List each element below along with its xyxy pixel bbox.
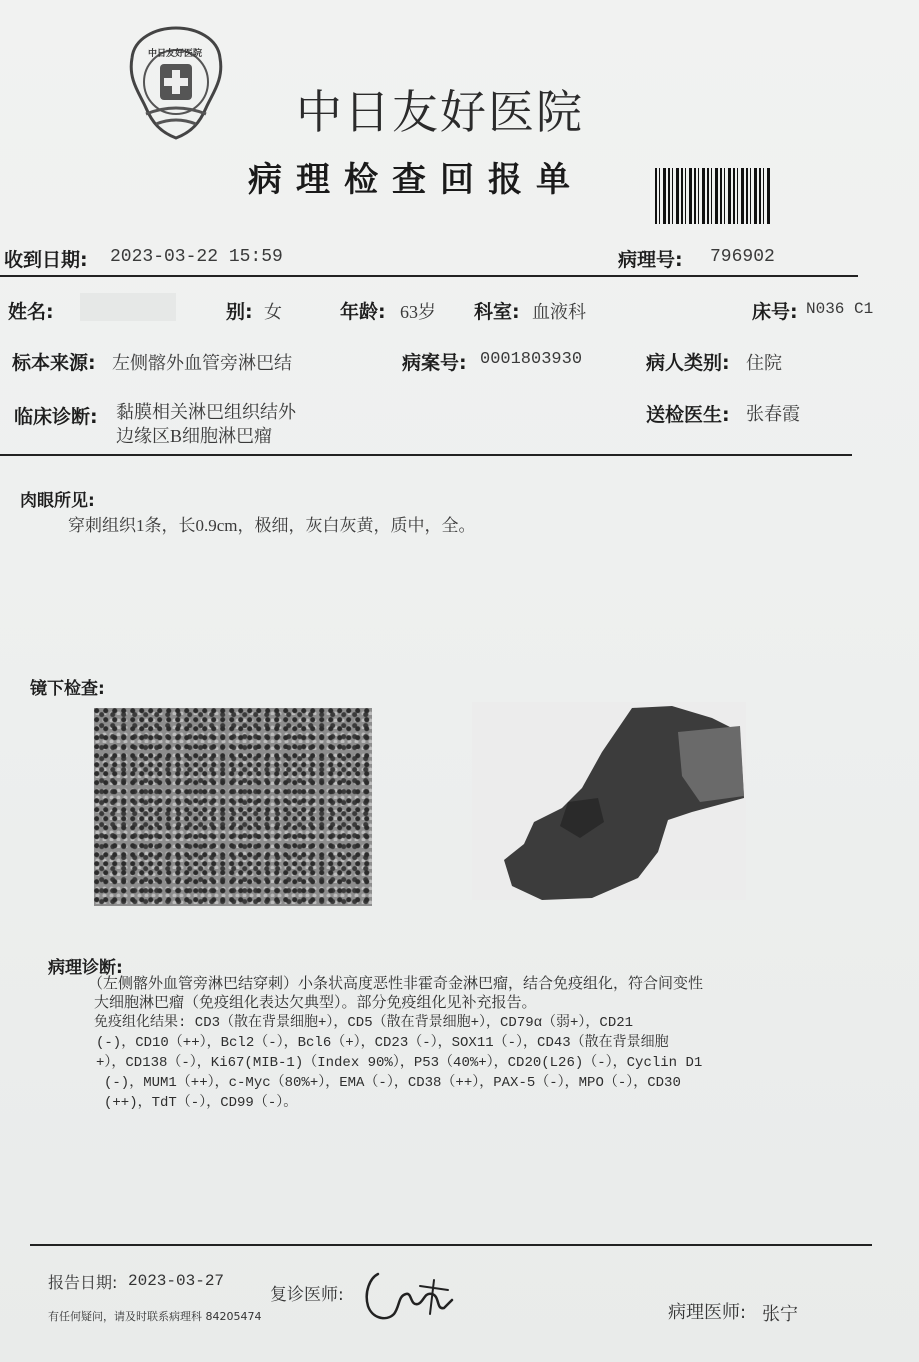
specimen-value: 左侧髂外血管旁淋巴结 bbox=[112, 353, 292, 373]
record-number-value: 0001803930 bbox=[480, 350, 583, 369]
pathology-number-label: 病理号: bbox=[618, 249, 683, 271]
pathologist-value: 张宁 bbox=[762, 1304, 798, 1325]
received-date-value: 2023-03-22 15:59 bbox=[110, 247, 283, 267]
divider-info bbox=[0, 454, 852, 456]
reviewer-label: 复诊医师: bbox=[270, 1285, 344, 1305]
sex-label: 别: bbox=[226, 301, 253, 323]
report-date-value: 2023-03-27 bbox=[128, 1272, 225, 1290]
specimen-label: 标本来源: bbox=[12, 352, 96, 374]
ihc-line1: 免疫组化结果: CD3（散在背景细胞+），CD5（散在背景细胞+），CD79α（弱+），CD21 bbox=[94, 1015, 634, 1031]
received-date-label: 收到日期: bbox=[4, 249, 88, 271]
referring-doctor-value: 张春霞 bbox=[746, 404, 800, 424]
micrograph-high-power bbox=[94, 708, 372, 906]
bed-label: 床号: bbox=[752, 301, 798, 323]
diagnosis-label: 病理诊断: bbox=[48, 958, 123, 978]
ihc-line5: (++)，TdT（-），CD99（-）。 bbox=[104, 1095, 298, 1111]
clinical-diagnosis-line1: 黏膜相关淋巴组织结外 bbox=[116, 402, 296, 422]
hospital-name: 中日友好医院 bbox=[296, 85, 584, 139]
microscopy-label: 镜下检查: bbox=[30, 679, 105, 699]
diagnosis-line1: （左侧髂外血管旁淋巴结穿刺）小条状高度恶性非霍奇金淋巴瘤，结合免疫组化，符合间变性 bbox=[88, 976, 704, 992]
contact-note: 有任何疑问，请及时联系病理科 84205474 bbox=[48, 1310, 262, 1323]
sex-value: 女 bbox=[264, 302, 282, 322]
gross-label: 肉眼所见: bbox=[20, 491, 95, 511]
record-number-label: 病案号: bbox=[402, 352, 467, 374]
report-date-label: 报告日期: bbox=[48, 1273, 118, 1292]
clinical-diagnosis-line2: 边缘区B细胞淋巴瘤 bbox=[116, 426, 273, 446]
document-title: 病理检查回报单 bbox=[248, 160, 584, 200]
seal-text: 中日友好医院 bbox=[148, 49, 203, 59]
referring-doctor-label: 送检医生: bbox=[646, 404, 730, 426]
name-label: 姓名: bbox=[8, 301, 54, 323]
ihc-line2: (-)，CD10（++），Bcl2（-），Bcl6（+），CD23（-），SOX11（-），CD43（散在背景细胞 bbox=[96, 1035, 669, 1051]
department-value: 血液科 bbox=[532, 302, 586, 322]
department-label: 科室: bbox=[474, 301, 520, 323]
pathologist-label: 病理医师: bbox=[668, 1302, 747, 1323]
diagnosis-line2: 大细胞淋巴瘤（免疫组化表达欠典型）。部分免疫组化见补充报告。 bbox=[94, 995, 537, 1011]
clinical-diagnosis-label: 临床诊断: bbox=[14, 406, 98, 428]
bed-value: N036 C1 bbox=[806, 300, 874, 318]
age-label: 年龄: bbox=[340, 301, 386, 323]
patient-type-value: 住院 bbox=[746, 353, 782, 373]
reviewer-signature bbox=[360, 1270, 456, 1326]
micrograph-low-power bbox=[472, 702, 746, 900]
pathology-number-value: 796902 bbox=[710, 247, 775, 267]
ihc-line4: (-)，MUM1（++），c-Myc（80%+），EMA（-），CD38（++），PAX-5（-），MPO（-），CD30 bbox=[104, 1075, 681, 1091]
patient-type-label: 病人类别: bbox=[646, 352, 730, 374]
gross-text: 穿刺组织1条，长0.9cm，极细，灰白灰黄，质中，全。 bbox=[68, 516, 476, 535]
divider-footer bbox=[30, 1244, 872, 1246]
redacted-name bbox=[80, 293, 176, 321]
barcode bbox=[655, 168, 771, 224]
hospital-seal-icon bbox=[126, 24, 226, 142]
ihc-line3: +），CD138（-），Ki67(MIB-1)（Index 90%），P53（40%+），CD20(L26)（-），Cyclin D1 bbox=[96, 1055, 703, 1071]
age-value: 63岁 bbox=[400, 302, 436, 322]
divider-top bbox=[0, 275, 858, 277]
